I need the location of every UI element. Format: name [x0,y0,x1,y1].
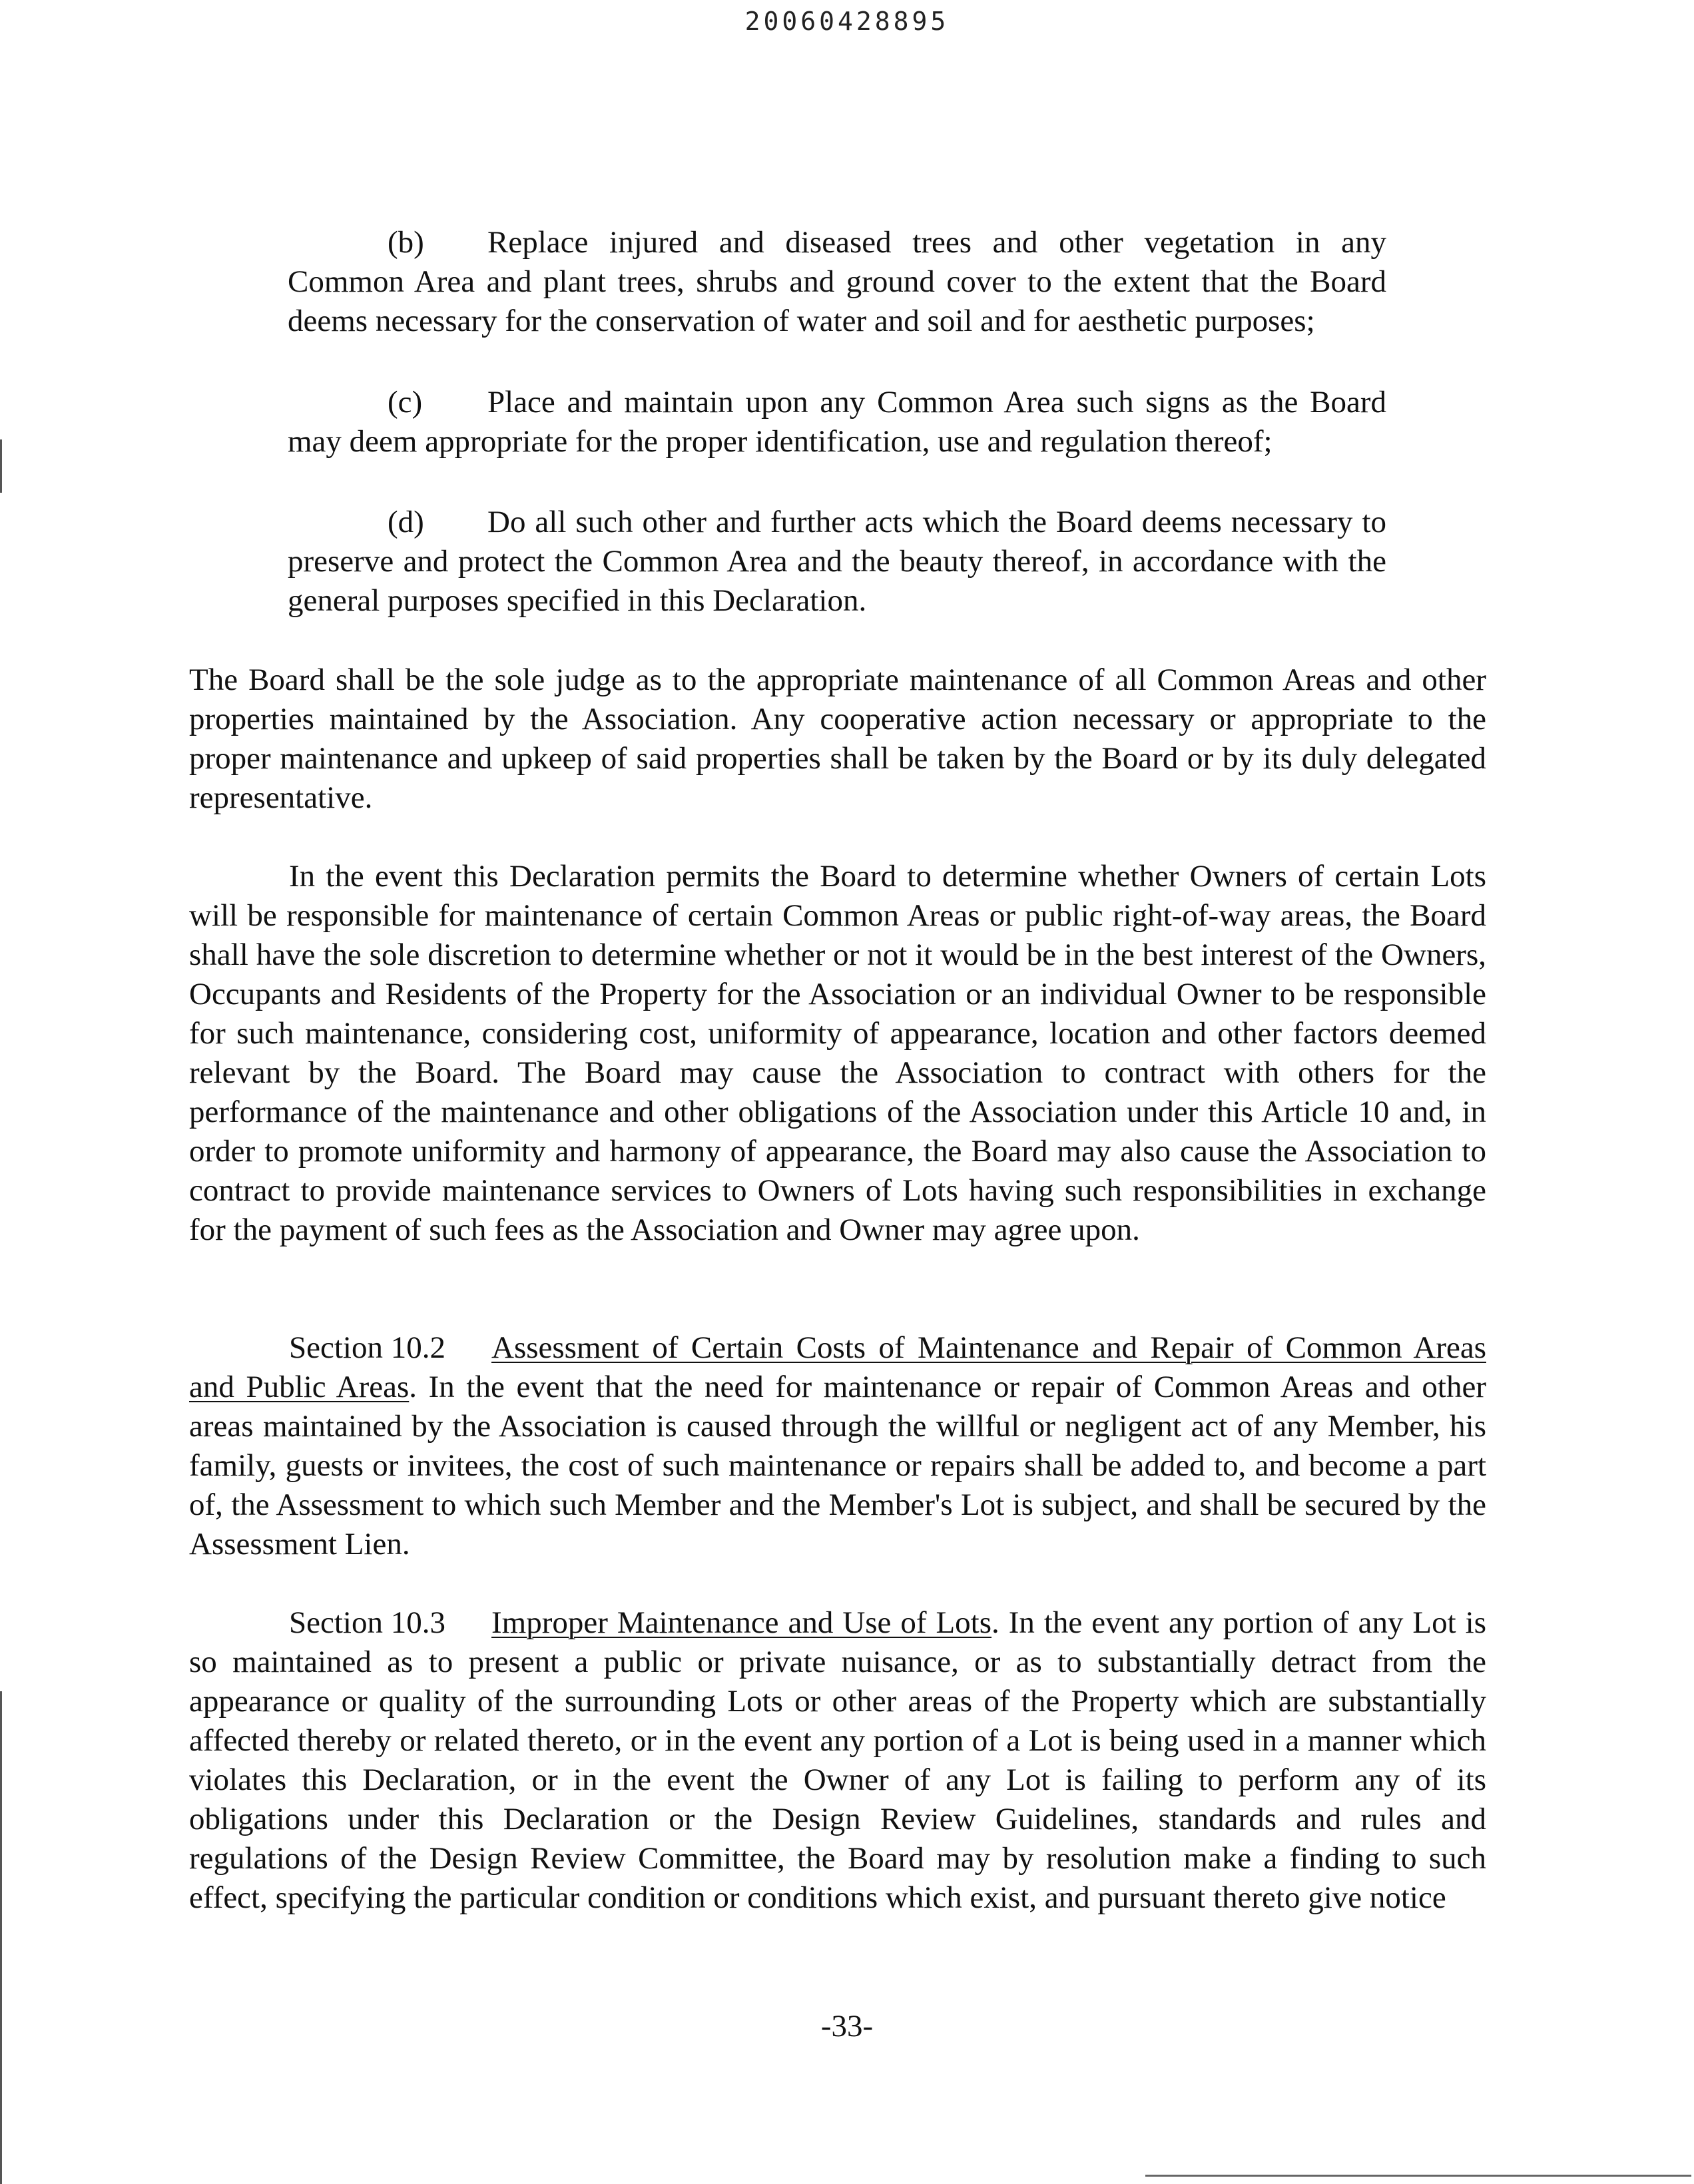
subitem-text: Do all such other and further acts which the Board deems necessary to preserve and protect the Common Area and the beauty thereof, in accordance with the general purposes specified in this Declaration. [288,505,1386,618]
section-10-3 [189,1603,1486,1918]
section-10-2 [189,1328,1486,1564]
scan-edge-mark [0,1691,2,2184]
document-number: 20060428895 [744,7,950,36]
paragraph-event-permits: In the event this Declaration permits the Board to determine whether Owners of certain Lots will be responsible for maintenance of certain Common Areas or public right-of-way areas, the Board shall have the sole discretion to determine whether or not it would be in the best interest of the Owners, Occupants and Residents of the Property for the Association or an individual Owner to be responsible for such maintenance, considering cost, uniformity of appearance, location and other factors deemed relevant by the Board. The Board may cause the Association to contract with others for the performance of the maintenance and other obligations of the Association under this Article 10 and, in order to promote uniformity and harmony of appearance, the Board may also cause the Association to contract to provide maintenance services to Owners of Lots having such responsibilities in exchange for the payment of such fees as the Association and Owner may agree upon. [189,859,1486,1247]
section-number: Section 10.2 [289,1330,445,1365]
subitem-c [288,383,1386,461]
section-body: . In the event that the need for maintenance or repair of Common Areas and other areas maintained by the Association is caused through the willful or negligent act of any Member, his family, guests or invitees, the cost of such maintenance or repairs shall be added to, and become a part of, the Assessment to which such Member and the Member's Lot is subject, and shall be secured by the Assessment Lien. [189,1370,1486,1561]
paragraph-board-judge: The Board shall be the sole judge as to the appropriate maintenance of all Common Areas and other properties maintained by the Association. Any cooperative action necessary or appropriate to the proper maintenance and upkeep of said properties shall be taken by the Board or by its duly delegated representative. [189,663,1486,815]
scan-edge-mark [0,439,2,493]
subitem-text: Place and maintain upon any Common Area such signs as the Board may deem appropriate for the proper identification, use and regulation thereof; [288,385,1386,459]
subitem-text: Replace injured and diseased trees and other vegetation in any Common Area and plant trees, shrubs and ground cover to the extent that the Board deems necessary for the conservation of water and soil and for aesthetic purposes; [288,225,1386,338]
section-title: Improper Maintenance and Use of Lots [491,1605,992,1640]
section-body: . In the event any portion of any Lot is so maintained as to present a public or private nuisance, or as to substantially detract from the appearance or quality of the surrounding Lots or other areas of the Property which are substantially affected thereby or related thereto, or in the event any portion of a Lot is being used in a manner which violates this Declaration, or in the event the Owner of any Lot is failing to perform any of its obligations under this Declaration or the Design Review Guidelines, standards and rules and regulations of the Design Review Committee, the Board may by resolution make a finding to such effect, specifying the particular condition or conditions which exist, and pursuant thereto give notice [189,1605,1486,1915]
page-number: -33- [820,2009,874,2044]
section-number: Section 10.3 [289,1605,445,1640]
scan-bottom-line [1145,2175,1691,2177]
subitem-d [288,503,1386,621]
subitem-label: (c) [388,385,423,419]
subitem-label: (d) [388,505,424,539]
subitem-b [288,223,1386,341]
subitem-label: (b) [388,225,424,260]
section-title: Assessment of Certain Costs of Maintenance and Repair of Common Areas and Public Areas [189,1330,1486,1404]
